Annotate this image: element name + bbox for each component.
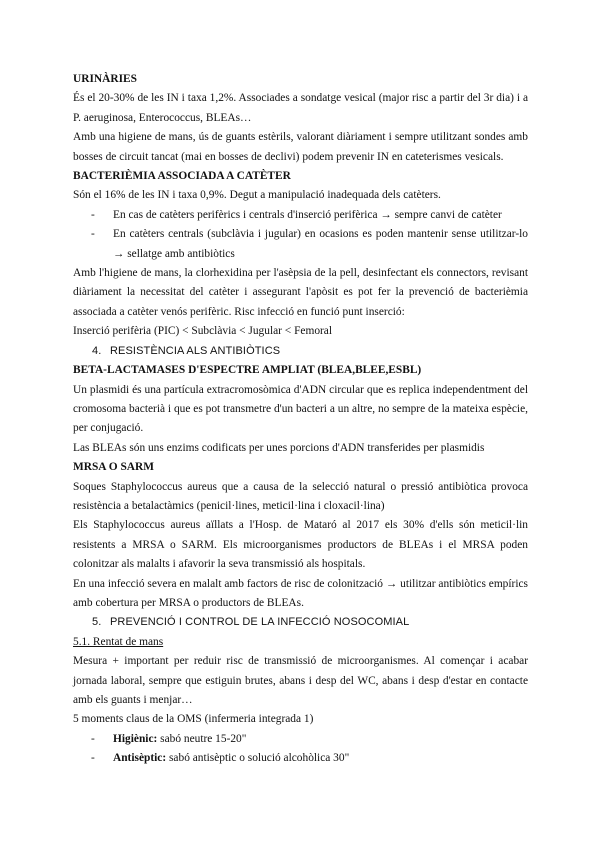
bacteriemia-heading: BACTERIÈMIA ASSOCIADA A CATÈTER — [73, 170, 291, 183]
bacteriemia-paragraph-2: Amb l'higiene de mans, la clorhexidina per l'asèpsia de la pell, desinfectant els connectors, revisant diàriament la necessitat del catèter i assegurant l'apòsit es pot fer la prevenció de bacterièmia associada a catèter venós perifèric. Risc infecció en funció punt inserció: — [73, 267, 528, 318]
section-number: 5. — [92, 616, 102, 629]
bullet-text — [113, 749, 528, 768]
bacteriemia-paragraph-1: Són el 16% de les IN i taxa 0,9%. Degut a manipulació inadequada dels catèters. — [73, 189, 441, 202]
mrsa-paragraph-3: En una infecció severa en malalt amb factors de risc de colonització → utilitzar antibiòtics empírics amb cobertura per MRSA o productors de BLEAs. — [73, 577, 528, 609]
rentat-bullet-2 — [73, 749, 528, 768]
bullet-detail: sabó antisèptic o solució alcohòlica 30" — [166, 752, 350, 765]
blea-paragraph-1: Un plasmidi és una partícula extracromosòmica d'ADN circular que es replica independentment del cromosoma bacterià i que es pot transmetre d'un bacteri a un altre, no sempre de la mateixa espècie, per conjugació. — [73, 383, 528, 435]
rentat-paragraph-2: 5 moments claus de la OMS (infermeria integrada 1) — [73, 713, 314, 726]
bacteriemia-bullet-2 — [73, 225, 528, 264]
mrsa-paragraph-1: Soques Staphylococcus aureus que a causa de la selecció natural o pressió antibiòtica provoca resistència a betalactàmics (penicil·lines, meticil·lina i cloxacil·lina) — [73, 480, 528, 512]
section-number: 4. — [92, 344, 102, 357]
section-title: RESISTÈNCIA ALS ANTIBIÒTICS — [110, 344, 281, 357]
urinaries-paragraph-2: Amb una higiene de mans, ús de guants estèrils, valorant diàriament i sempre utilitzant sondes amb bosses de circuit tancat (mai en bosses de declivi) podem prevenir IN en cateterismes vesicals. — [73, 131, 528, 163]
mrsa-paragraph-2: Els Staphylococcus aureus aïllats a l'Hosp. de Mataró al 2017 els 30% d'ells són meticil·lin resistents a MRSA o SARM. Els microorganismes productors de BLEAs i el MRSA poden colonitzar als malalts i afavorir la seva transmissió als hospitals. — [73, 519, 528, 571]
bullet-dash: - — [91, 752, 95, 765]
page-content — [73, 70, 528, 769]
rentat-paragraph-1: Mesura + important per reduir risc de transmissió de microorganismes. Al començar i acabar jornada laboral, sempre que estiguin brutes, abans i desp del WC, abans i desp d'estar en contacte amb els guants i menjar… — [73, 655, 528, 706]
bullet-text — [113, 730, 528, 749]
blea-paragraph-2: Las BLEAs són uns enzims codificats per unes porcions d'ADN transferides per plasmidis — [73, 441, 485, 454]
bullet-dash: - — [91, 208, 95, 221]
mrsa-heading: MRSA O SARM — [73, 461, 155, 474]
bullet-dash: - — [91, 228, 95, 241]
blea-heading: BETA-LACTAMASES D'ESPECTRE AMPLIAT (BLEA,BLEE,ESBL) — [73, 364, 422, 377]
urinaries-heading: URINÀRIES — [73, 73, 137, 85]
bullet-dash: - — [91, 732, 95, 745]
bullet-text: En cas de catèters perifèrics i centrals d'inserció perifèrica → sempre canvi de catèter — [113, 208, 502, 221]
bullet-text: En catèters centrals (subclàvia i jugular) en ocasions es poden mantenir sense utilitzar-lo → sellatge amb antibiòtics — [113, 228, 528, 260]
bullet-label: Higiènic: — [113, 732, 158, 745]
bacteriemia-bullet-1 — [73, 206, 528, 225]
bullet-detail: sabó neutre 15-20" — [157, 732, 247, 745]
rentat-heading: 5.1. Rentat de mans — [73, 635, 164, 648]
urinaries-paragraph-1: És el 20-30% de les IN i taxa 1,2%. Associades a sondatge vesical (major risc a partir del 3r dia) i a P. aeruginosa, Enterococcus, BLEAs… — [73, 92, 528, 124]
rentat-bullet-1 — [73, 730, 528, 749]
section-5-heading — [73, 613, 528, 632]
section-title: PREVENCIÓ I CONTROL DE LA INFECCIÓ NOSOCOMIAL — [110, 616, 410, 629]
bacteriemia-paragraph-3: Inserció perifèria (PIC) < Subclàvia < Jugular < Femoral — [73, 325, 333, 338]
section-4-heading — [73, 342, 528, 361]
bullet-label: Antisèptic: — [113, 752, 167, 765]
